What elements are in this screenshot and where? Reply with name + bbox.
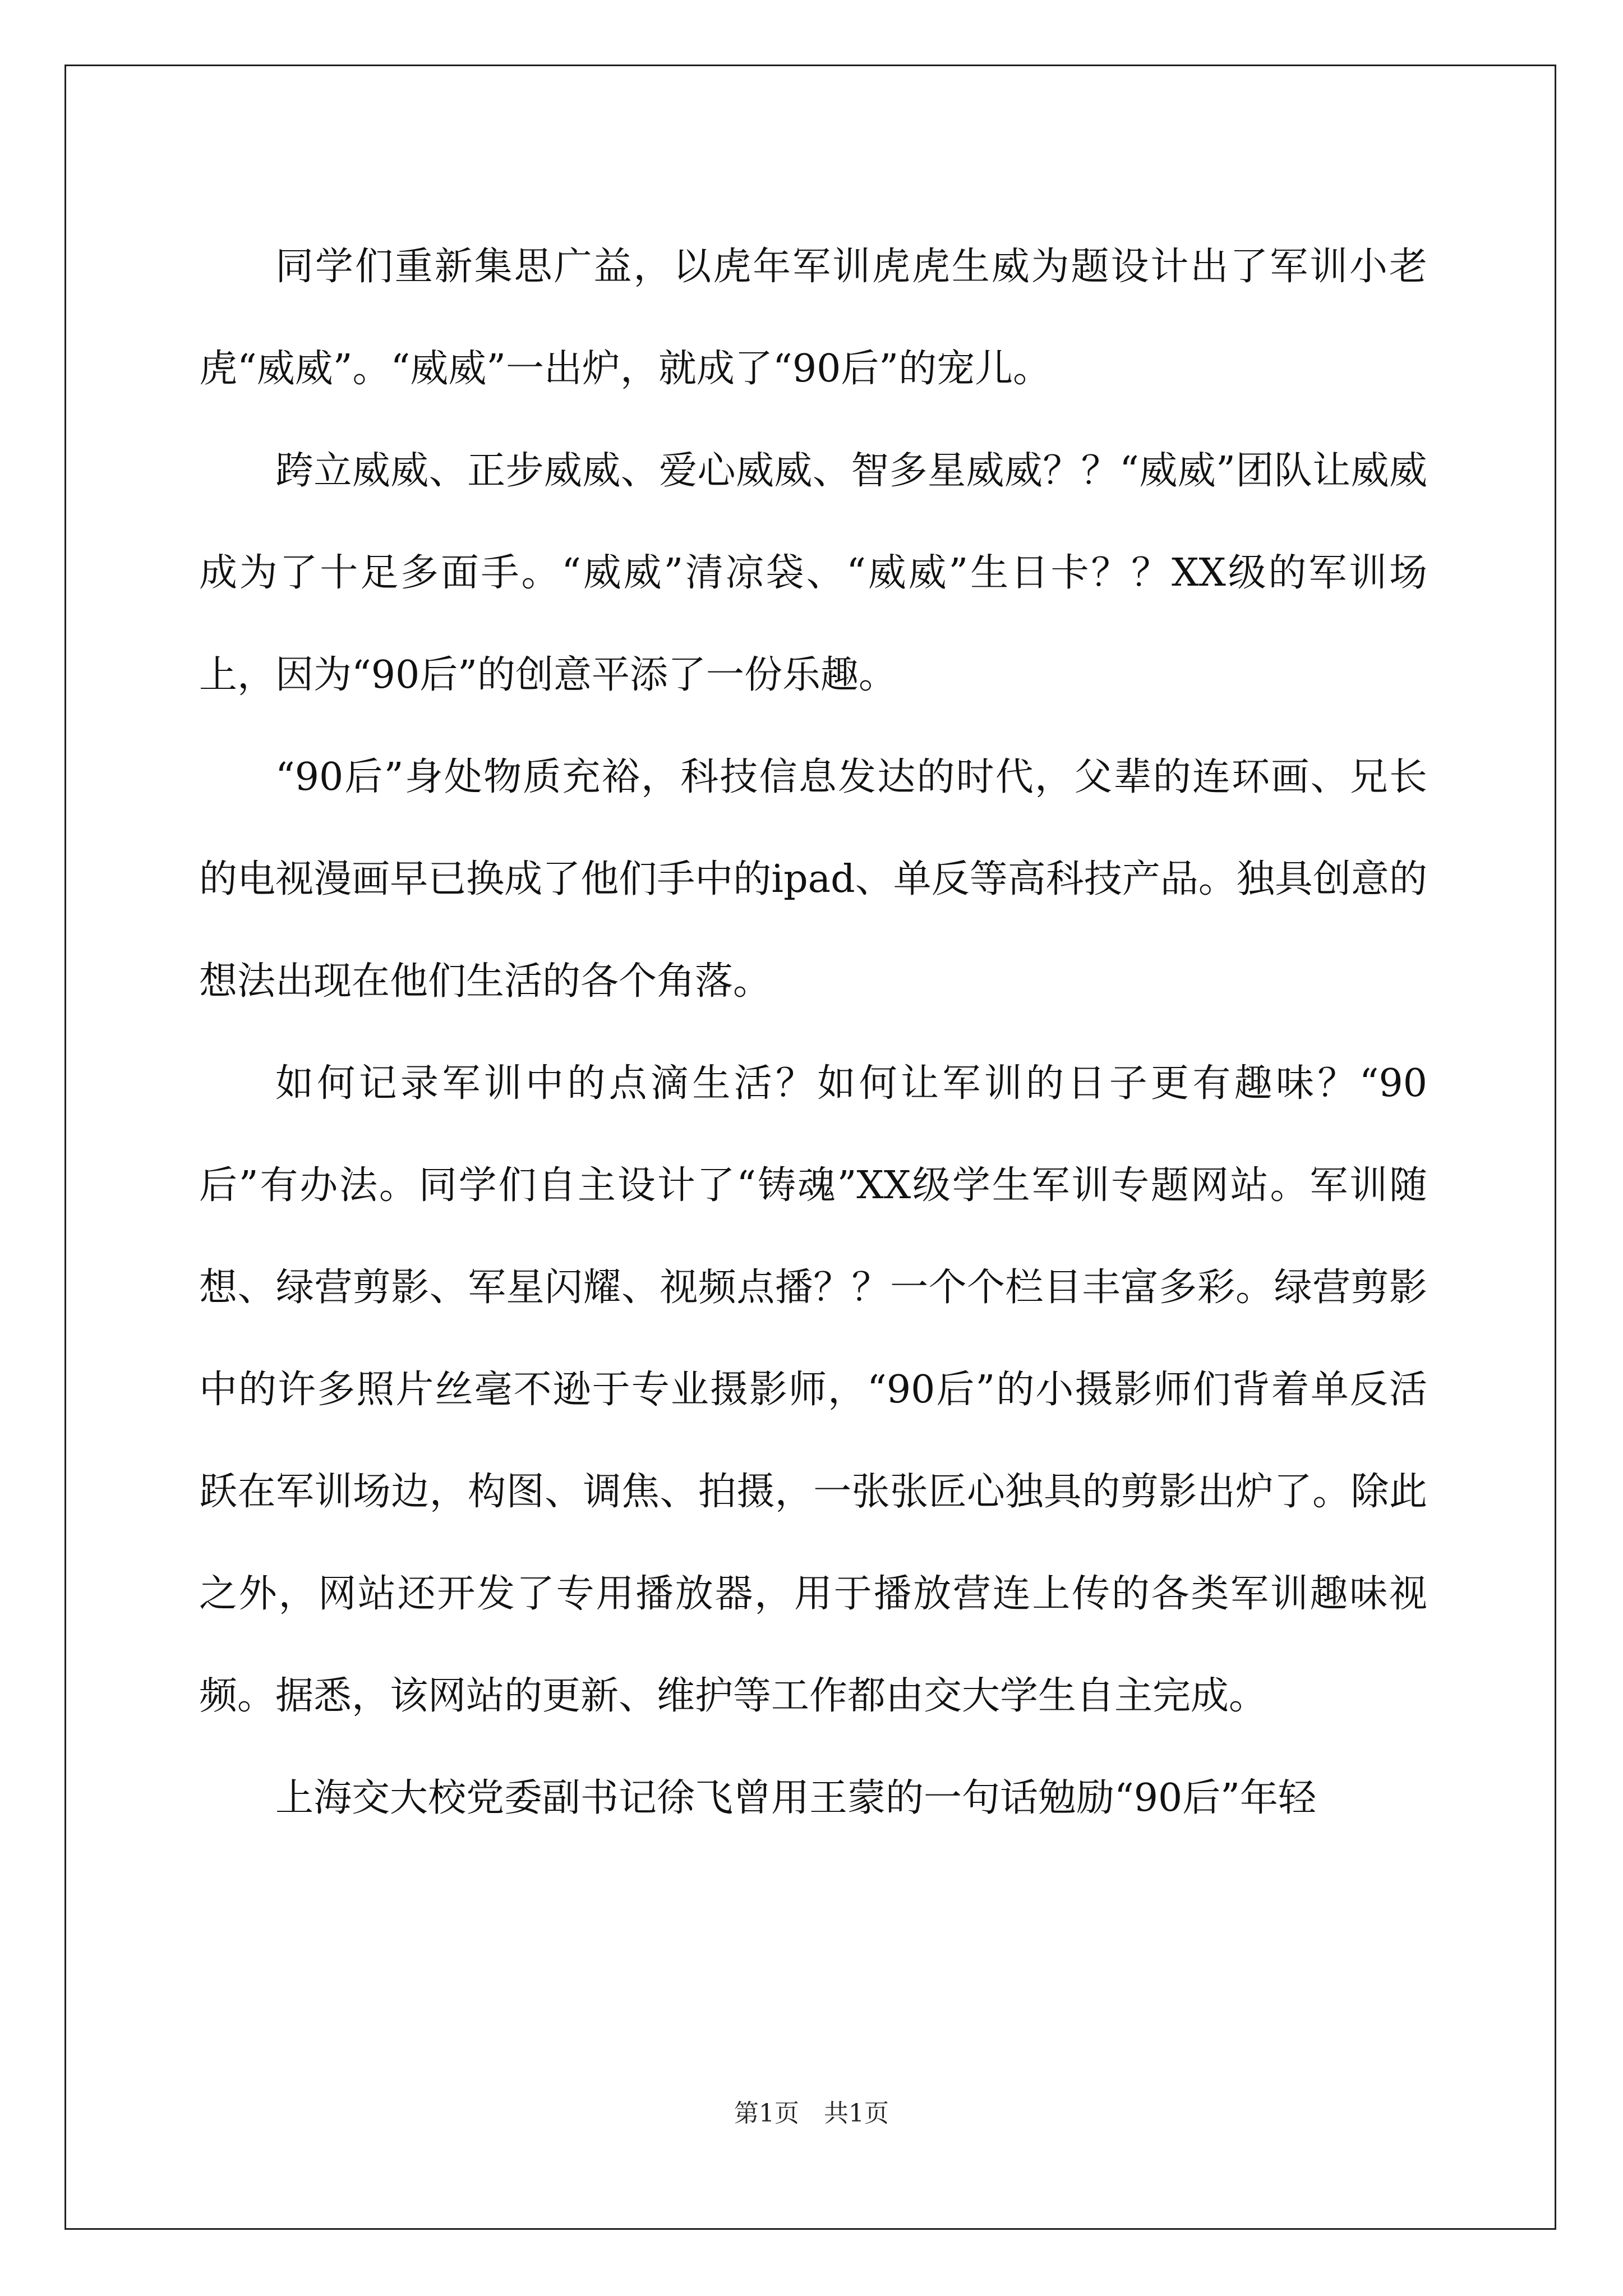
page-footer bbox=[0, 2097, 1623, 2131]
paragraph: 如何记录军训中的点滴生活？如何让军训的日子更有趣味？“90后”有办法。同学们自主设计了“铸魂”XX级学生军训专题网站。军训随想、绿营剪影、军星闪耀、视频点播？？一个个栏目丰富多彩。绿营剪影中的许多照片丝毫不逊于专业摄影师，“90后”的小摄影师们背着单反活跃在军训场边，构图、调焦、拍摄，一张张匠心独具的剪影出炉了。除此之外，网站还开发了专用播放器，用于播放营连上传的各类军训趣味视频。据悉，该网站的更新、维护等工作都由交大学生自主完成。 bbox=[199, 1061, 1427, 1718]
paragraph: 跨立威威、正步威威、爱心威威、智多星威威？？“威威”团队让威威成为了十足多面手。“威威”清凉袋、“威威”生日卡？？XX级的军训场上，因为“90后”的创意平添了一份乐趣。 bbox=[199, 449, 1427, 697]
paragraph: 同学们重新集思广益，以虎年军训虎虎生威为题设计出了军训小老虎“威威”。“威威”一出炉，就成了“90后”的宠儿。 bbox=[199, 245, 1427, 391]
document-body bbox=[199, 216, 1427, 1849]
paragraph: “90后”身处物质充裕，科技信息发达的时代，父辈的连环画、兄长的电视漫画早已换成了他们手中的ipad、单反等高科技产品。独具创意的想法出现在他们生活的各个角落。 bbox=[199, 755, 1427, 1004]
page-number: 第1页 共1页 bbox=[734, 2099, 889, 2128]
paragraph: 上海交大校党委副书记徐飞曾用王蒙的一句话勉励“90后”年轻 bbox=[275, 1776, 1317, 1820]
